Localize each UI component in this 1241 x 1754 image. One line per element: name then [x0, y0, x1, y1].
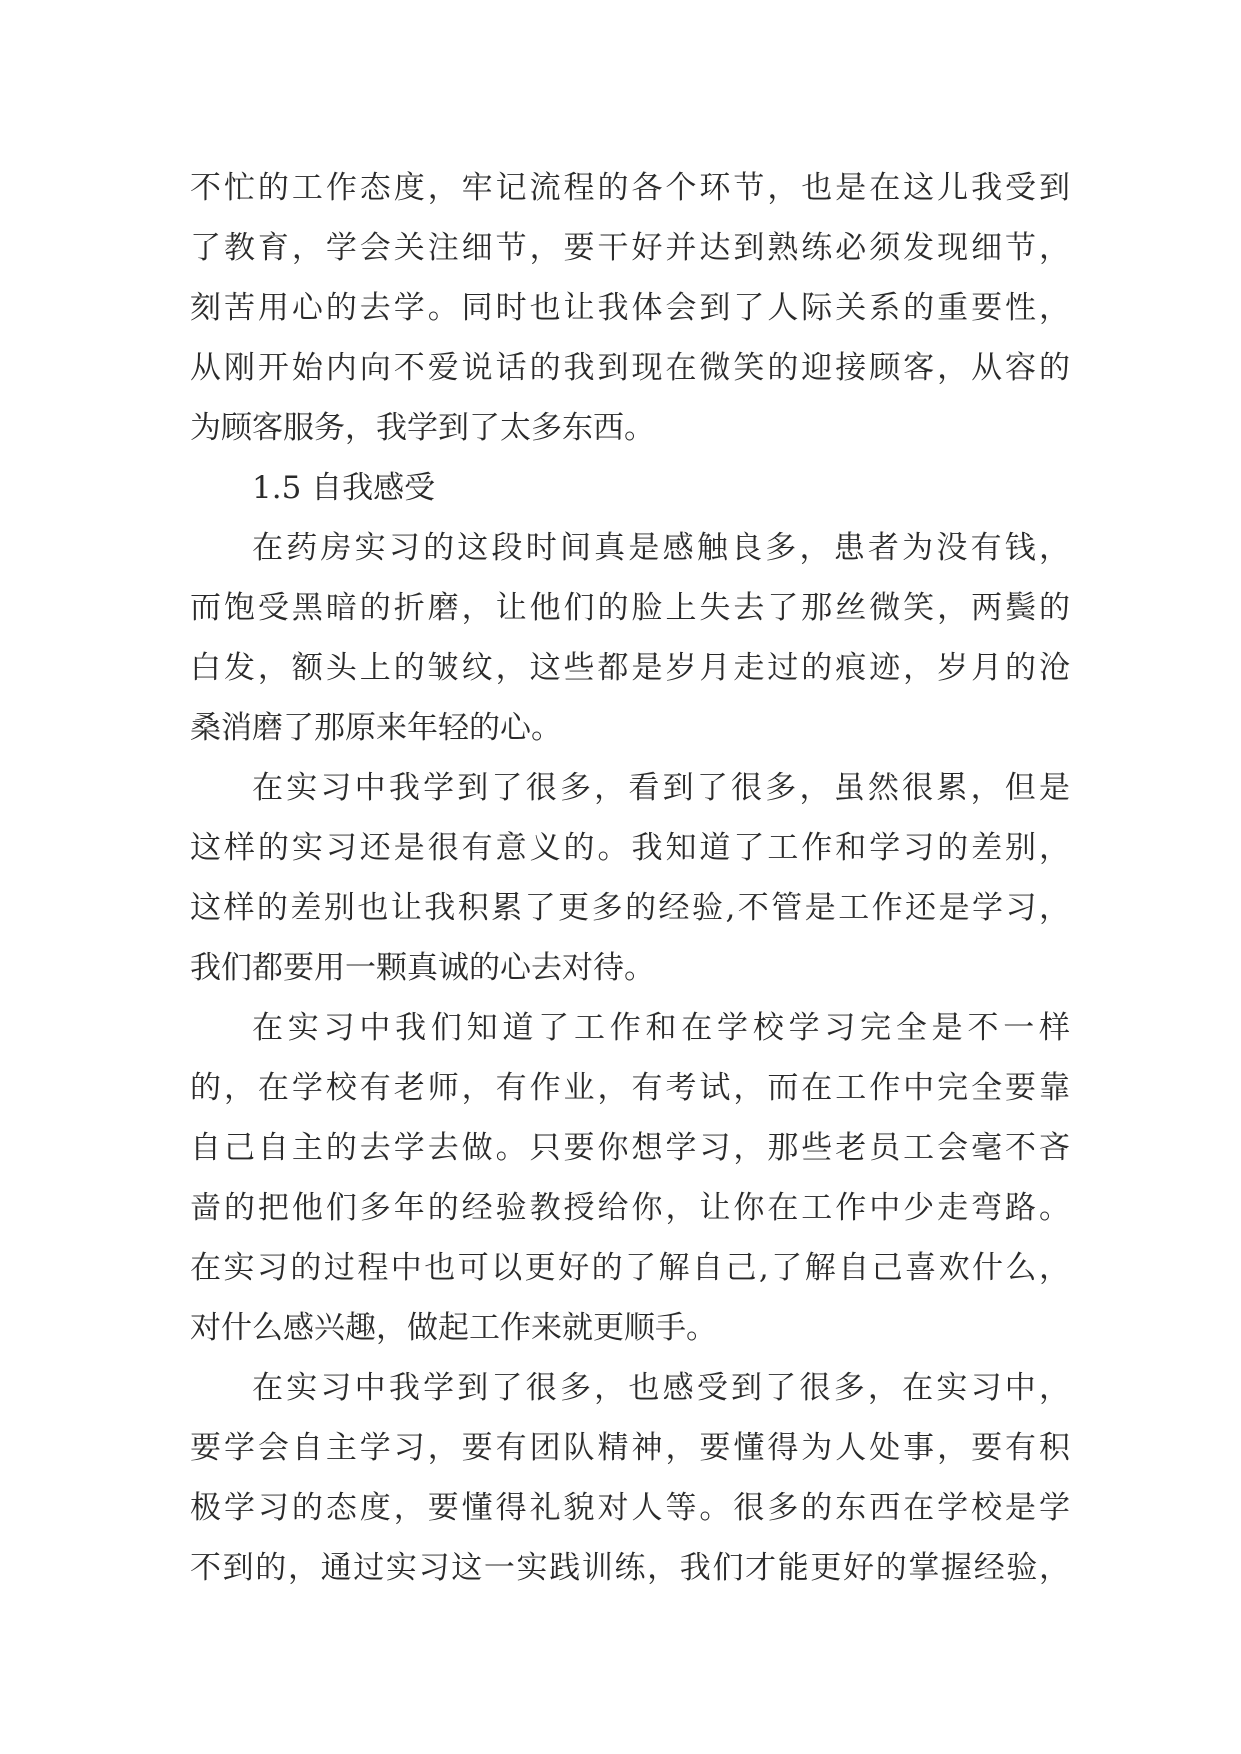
text-line: 为顾客服务，我学到了太多东西。	[190, 410, 655, 446]
text-line: 桑消磨了那原来年轻的心。	[190, 710, 562, 746]
text-line: 的，在学校有老师，有作业，有考试，而在工作中完全要靠	[190, 1070, 1070, 1106]
text-line: 自己自主的去学去做。只要你想学习，那些老员工会毫不吝	[190, 1130, 1070, 1166]
text-line: 从刚开始内向不爱说话的我到现在微笑的迎接顾客，从容的	[190, 350, 1070, 386]
text-line: 对什么感兴趣，做起工作来就更顺手。	[190, 1310, 717, 1346]
text-line: 在实习的过程中也可以更好的了解自己,了解自己喜欢什么，	[190, 1250, 1070, 1286]
paragraph-first-line: 在实习中我们知道了工作和在学校学习完全是不一样	[252, 1010, 1070, 1046]
text-line: 不到的，通过实习这一实践训练，我们才能更好的掌握经验，	[190, 1550, 1070, 1586]
text-line: 极学习的态度，要懂得礼貌对人等。很多的东西在学校是学	[190, 1490, 1070, 1526]
paragraph-first-line: 在实习中我学到了很多，也感受到了很多，在实习中，	[252, 1370, 1070, 1406]
paragraph-first-line: 在药房实习的这段时间真是感触良多，患者为没有钱，	[252, 530, 1070, 566]
text-line: 白发，额头上的皱纹，这些都是岁月走过的痕迹，岁月的沧	[190, 650, 1070, 686]
text-line: 我们都要用一颗真诚的心去对待。	[190, 950, 655, 986]
paragraph-first-line: 在实习中我学到了很多，看到了很多，虽然很累，但是	[252, 770, 1070, 806]
text-line: 要学会自主学习，要有团队精神，要懂得为人处事，要有积	[190, 1430, 1070, 1466]
section-heading: 1.5 自我感受	[252, 470, 436, 506]
text-line: 啬的把他们多年的经验教授给你，让你在工作中少走弯路。	[190, 1190, 1070, 1226]
text-line: 而饱受黑暗的折磨，让他们的脸上失去了那丝微笑，两鬓的	[190, 590, 1070, 626]
text-line: 这样的差别也让我积累了更多的经验,不管是工作还是学习，	[190, 890, 1070, 926]
text-line: 不忙的工作态度，牢记流程的各个环节，也是在这儿我受到	[190, 170, 1070, 206]
text-line: 了教育，学会关注细节，要干好并达到熟练必须发现细节，	[190, 230, 1070, 266]
text-line: 刻苦用心的去学。同时也让我体会到了人际关系的重要性，	[190, 290, 1070, 326]
text-line: 这样的实习还是很有意义的。我知道了工作和学习的差别，	[190, 830, 1070, 866]
